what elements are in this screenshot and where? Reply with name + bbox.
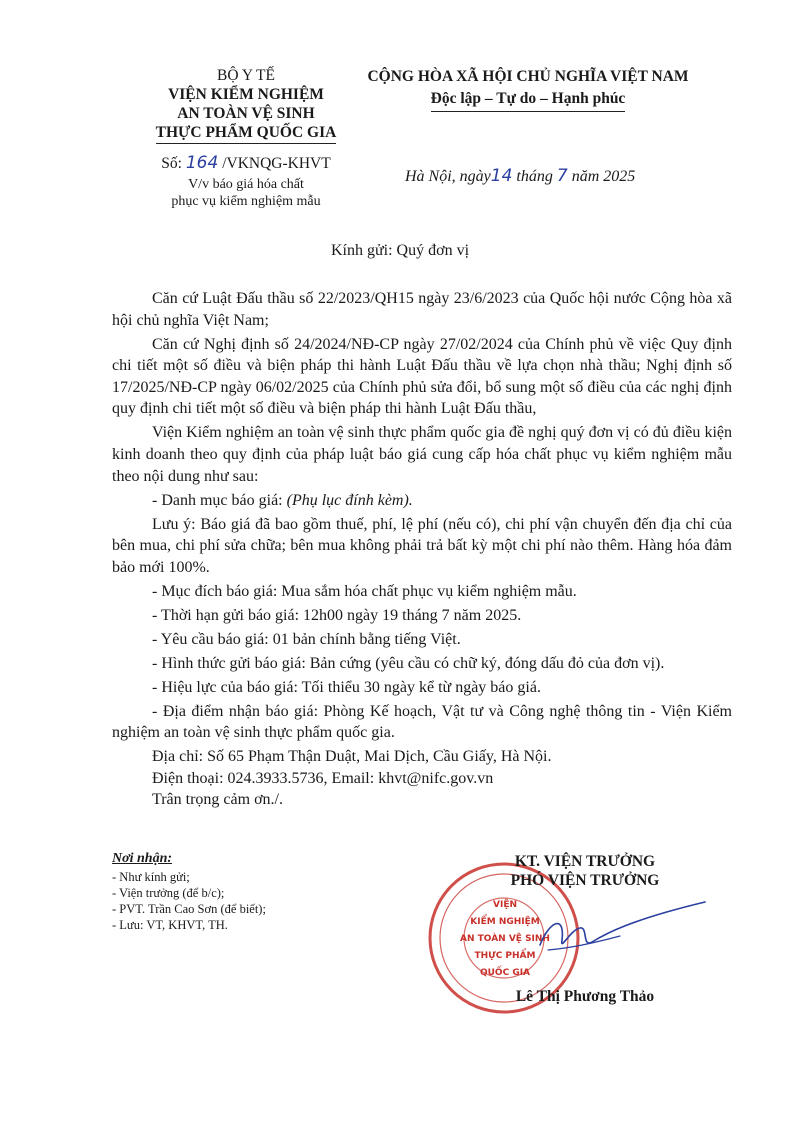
letter-body	[112, 288, 732, 811]
ministry-name: BỘ Y TẾ	[217, 67, 275, 84]
subject-line2: phục vụ kiểm nghiệm mẫu	[171, 194, 321, 209]
institute-name-line3: THỰC PHẨM QUỐC GIA	[156, 123, 337, 144]
national-header	[358, 66, 698, 112]
subject-line1: V/v báo giá hóa chất	[188, 177, 304, 192]
paragraph-purpose: - Mục đích báo giá: Mua sắm hóa chất phục vụ kiểm nghiệm mẫu.	[152, 582, 577, 600]
recipient-item: - Lưu: VT, KHVT, TH.	[112, 918, 228, 932]
document-number-suffix: /VKNQG-KHVT	[218, 155, 331, 172]
date-month-label: tháng	[512, 168, 557, 185]
recipients-block	[112, 851, 392, 933]
recipients-title: Nơi nhận:	[112, 851, 173, 866]
document-number	[112, 154, 380, 173]
paragraph-requirement: - Yêu cầu báo giá: 01 bản chính bằng tiếng Việt.	[152, 630, 461, 648]
paragraph-request: Viện Kiểm nghiệm an toàn vệ sinh thực phẩm quốc gia đề nghị quý đơn vị có đủ điều kiện kinh doanh theo quy định của pháp luật báo giá cung cấp hóa chất phục vụ kiểm nghiệm mẫu theo nội dung như sau:	[112, 424, 732, 485]
issuer-header	[112, 66, 380, 210]
seal-line4: THỰC PHẨM	[474, 951, 536, 961]
paragraph-submission-form: - Hình thức gửi báo giá: Bản cứng (yêu cầu có chữ ký, đóng dấu đỏ của đơn vị).	[152, 654, 665, 672]
recipient-item: - Như kính gửi;	[112, 870, 190, 884]
handwritten-signature	[510, 890, 710, 970]
paragraph-note: Lưu ý: Báo giá đã bao gồm thuế, phí, lệ phí (nếu có), chi phí vận chuyển đến địa chỉ của bên mua, chi phí sửa chữa; bên mua không phải trả bất kỳ một chi phí nào thêm. Hàng hóa đảm bảo mới 100%.	[112, 515, 732, 576]
paragraph-contact: Điện thoại: 024.3933.5736, Email: khvt@nifc.gov.vn	[152, 769, 494, 787]
paragraph-address: Địa chỉ: Số 65 Phạm Thận Duật, Mai Dịch, Cầu Giấy, Hà Nội.	[152, 748, 552, 766]
paragraph-legal-basis-1: Căn cứ Luật Đấu thầu số 22/2023/QH15 ngày 23/6/2023 của Quốc hội nước Cộng hòa xã hội chủ nghĩa Việt Nam;	[112, 290, 732, 329]
date-prefix: Hà Nội, ngày	[405, 168, 491, 185]
seal-line1: VIỆN	[493, 900, 517, 910]
signatory-title	[470, 852, 700, 890]
greeting: Kính gửi: Quý đơn vị	[330, 242, 470, 259]
document-number-label: Số:	[161, 155, 186, 172]
quote-list-label: - Danh mục báo giá:	[152, 491, 287, 509]
national-motto: Độc lập – Tự do – Hạnh phúc	[431, 88, 626, 112]
recipient-item: - PVT. Trần Cao Sơn (để biết);	[112, 902, 266, 916]
country-name: CỘNG HÒA XÃ HỘI CHỦ NGHĨA VIỆT NAM	[367, 68, 689, 85]
date-day-handwritten: 14	[490, 166, 513, 186]
date-year: năm 2025	[567, 168, 636, 185]
signatory-title-line1: KT. VIỆN TRƯỞNG	[514, 853, 656, 870]
paragraph-legal-basis-2: Căn cứ Nghị định số 24/2024/NĐ-CP ngày 27/02/2024 của Chính phủ về việc Quy định chi tiết một số điều và biện pháp thi hành Luật Đấu thầu về lựa chọn nhà thầu; Nghị định số 17/2025/NĐ-CP ngày 06/02/2025 của Chính phủ sửa đổi, bổ sung một số điều của các nghị định quy định chi tiết một số điều và biện pháp thi hành Luật Đấu thầu,	[112, 335, 732, 418]
document-number-handwritten: 164	[185, 153, 219, 173]
paragraph-thanks: Trân trọng cảm ơn./.	[152, 791, 283, 809]
seal-line5: QUỐC GIA	[479, 968, 531, 978]
seal-line2: KIỂM NGHIỆM	[470, 917, 540, 927]
paragraph-deadline: - Thời hạn gửi báo giá: 12h00 ngày 19 tháng 7 năm 2025.	[152, 606, 522, 624]
paragraph-location: - Địa điểm nhận báo giá: Phòng Kế hoạch, Vật tư và Công nghệ thông tin - Viện Kiểm nghiệm an toàn vệ sinh thực phẩm quốc gia.	[112, 702, 732, 742]
signatory-title-line2: PHÓ VIỆN TRƯỞNG	[510, 872, 660, 889]
institute-name-line2: AN TOÀN VỆ SINH	[177, 105, 315, 122]
institute-name-line1: VIỆN KIỂM NGHIỆM	[168, 86, 324, 103]
signatory-name: Lê Thị Phương Thảo	[515, 988, 655, 1005]
paragraph-validity: - Hiệu lực của báo giá: Tối thiểu 30 ngày kể từ ngày báo giá.	[152, 678, 541, 696]
date-month-handwritten: 7	[556, 166, 568, 186]
document-date	[405, 166, 705, 186]
quote-list-appendix: (Phụ lục đính kèm).	[286, 491, 413, 509]
seal-line3: AN TOÀN VỆ SINH	[460, 934, 550, 944]
paragraph-quote-list	[112, 490, 732, 512]
recipient-item: - Viện trưởng (để b/c);	[112, 886, 225, 900]
